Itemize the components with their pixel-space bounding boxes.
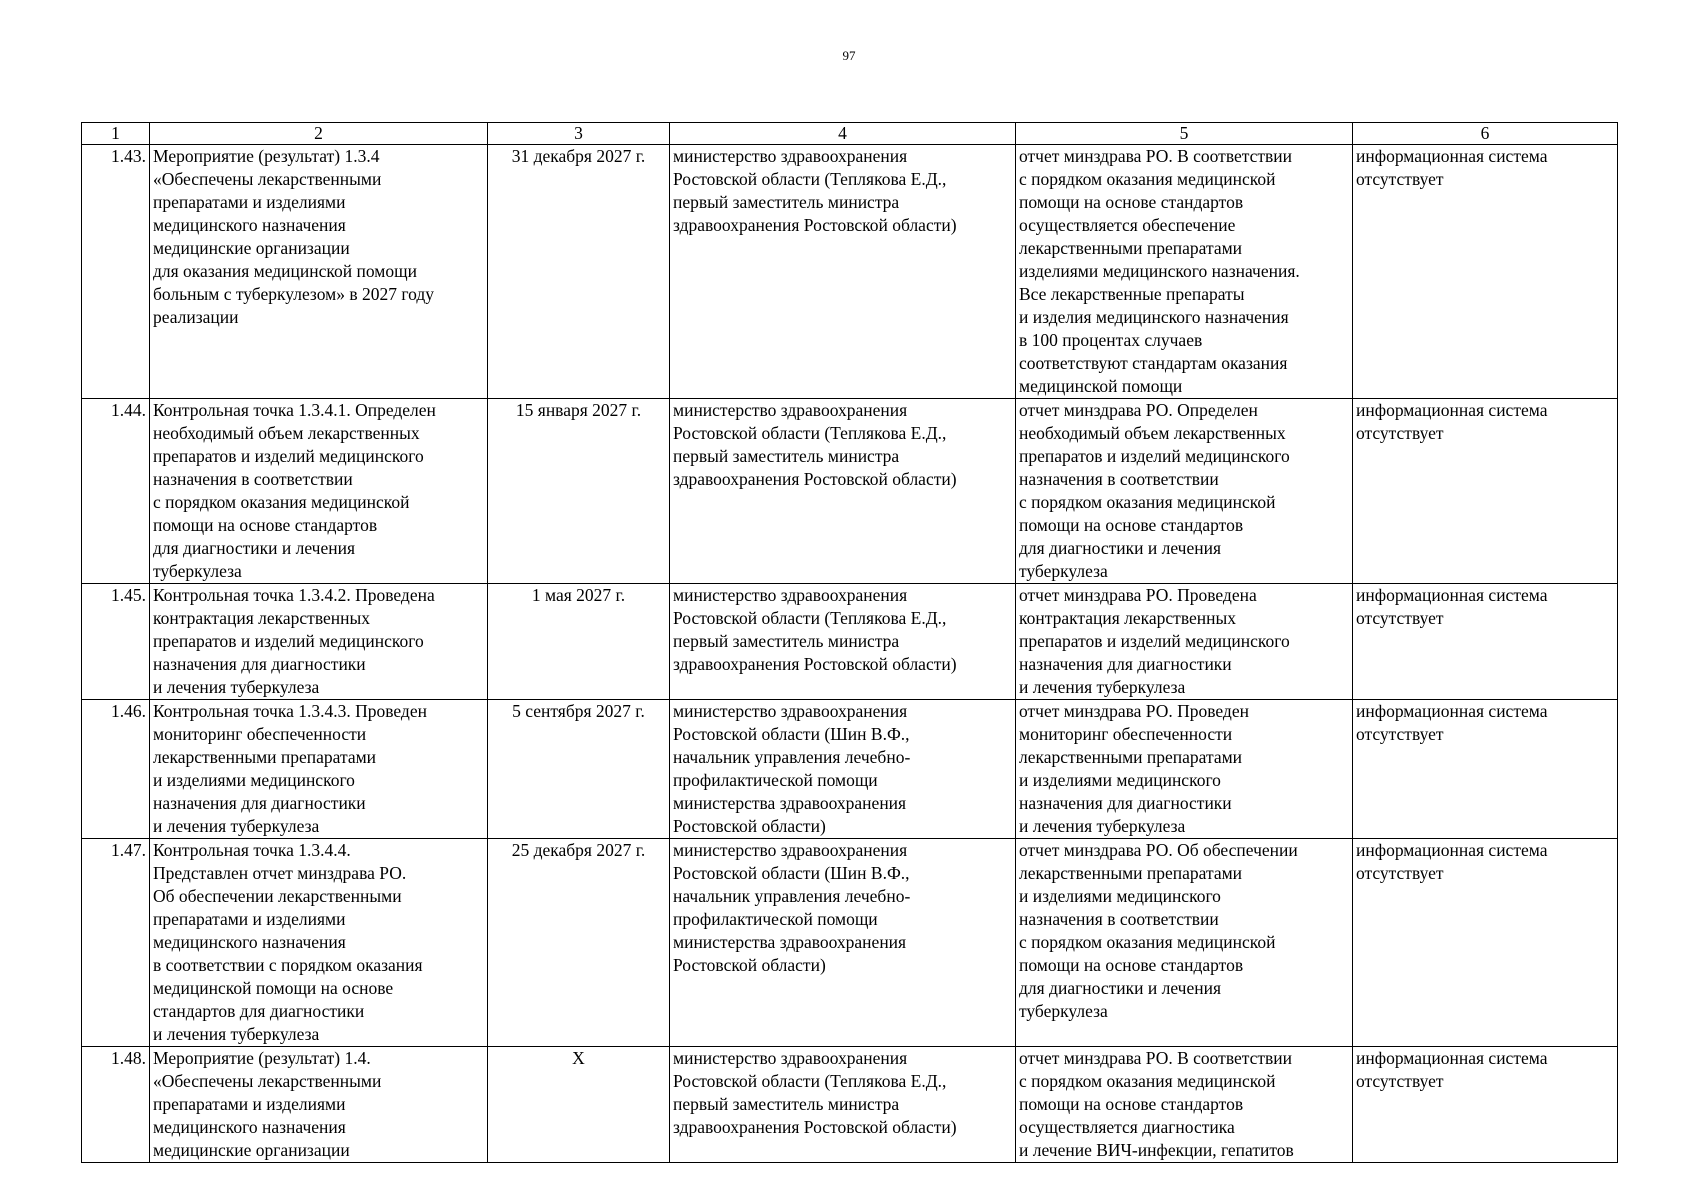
responsible-cell: [670, 399, 1016, 584]
cell-text-line: лекарственными препаратами: [153, 747, 377, 767]
event-cell: [150, 145, 488, 399]
info-system-cell: [1353, 839, 1618, 1047]
cell-text-line: назначения в соответствии: [1019, 469, 1219, 489]
cell-text-line: Представлен отчет минздрава РО.: [153, 863, 407, 883]
cell-text-line: для диагностики и лечения: [153, 538, 356, 558]
cell-text-line: назначения в соответствии: [153, 469, 353, 489]
cell-text-line: необходимый объем лекарственных: [153, 423, 420, 443]
cell-text-line: отсутствует: [1356, 423, 1444, 443]
cell-text-line: назначения для диагностики: [1019, 654, 1232, 674]
cell-text-line: здравоохранения Ростовской области): [673, 1117, 957, 1137]
cell-text-line: Ростовской области (Теплякова Е.Д.,: [673, 1071, 947, 1091]
cell-text-line: медицинского назначения: [153, 215, 346, 235]
cell-text-line: начальник управления лечебно-: [673, 886, 911, 906]
deadline-cell: 15 января 2027 г.: [488, 399, 670, 584]
cell-text-line: медицинской помощи: [1019, 376, 1183, 396]
cell-text-line: Ростовской области (Теплякова Е.Д.,: [673, 423, 947, 443]
table-row: [82, 700, 1618, 839]
cell-text-line: назначения в соответствии: [1019, 909, 1219, 929]
cell-text-line: информационная система: [1356, 840, 1548, 860]
event-cell: [150, 399, 488, 584]
cell-text-line: здравоохранения Ростовской области): [673, 469, 957, 489]
cell-text-line: отсутствует: [1356, 724, 1444, 744]
deadline-cell: 5 сентября 2027 г.: [488, 700, 670, 839]
info-system-cell: [1353, 399, 1618, 584]
cell-text-line: Ростовской области): [673, 955, 826, 975]
cell-text-line: отчет минздрава РО. В соответствии: [1019, 1048, 1293, 1068]
cell-text-line: осуществляется диагностика: [1019, 1117, 1235, 1137]
cell-text-line: Ростовской области (Теплякова Е.Д.,: [673, 608, 947, 628]
cell-text-line: туберкулеза: [1019, 561, 1108, 581]
cell-text-line: препаратами и изделиями: [153, 909, 346, 929]
cell-text-line: и изделиями медицинского: [153, 770, 355, 790]
cell-text-line: и изделиями медицинского: [1019, 770, 1221, 790]
row-number-cell: 1.47.: [82, 839, 150, 1047]
result-cell: [1016, 145, 1353, 399]
table-row: [82, 839, 1618, 1047]
cell-text-line: здравоохранения Ростовской области): [673, 654, 957, 674]
cell-text-line: отчет минздрава РО. Определен: [1019, 400, 1258, 420]
column-header: 1: [82, 123, 150, 145]
cell-text-line: и изделиями медицинского: [1019, 886, 1221, 906]
cell-text-line: стандартов для диагностики: [153, 1001, 365, 1021]
cell-text-line: Ростовской области (Шин В.Ф.,: [673, 863, 910, 883]
cell-text-line: с порядком оказания медицинской: [153, 492, 410, 512]
cell-text-line: с порядком оказания медицинской: [1019, 932, 1276, 952]
cell-text-line: медицинские организации: [153, 1140, 350, 1160]
result-cell: [1016, 700, 1353, 839]
info-system-cell: [1353, 145, 1618, 399]
result-cell: [1016, 584, 1353, 700]
cell-text-line: Ростовской области (Шин В.Ф.,: [673, 724, 910, 744]
cell-text-line: контрактация лекарственных: [1019, 608, 1236, 628]
cell-text-line: мониторинг обеспеченности: [1019, 724, 1233, 744]
cell-text-line: туберкулеза: [1019, 1001, 1108, 1021]
cell-text-line: лекарственными препаратами: [1019, 863, 1243, 883]
info-system-cell: [1353, 584, 1618, 700]
cell-text-line: назначения для диагностики: [153, 654, 366, 674]
cell-text-line: препаратами и изделиями: [153, 1094, 346, 1114]
cell-text-line: первый заместитель министра: [673, 631, 900, 651]
column-header: 3: [488, 123, 670, 145]
cell-text-line: медицинской помощи на основе: [153, 978, 394, 998]
table-row: [82, 584, 1618, 700]
cell-text-line: помощи на основе стандартов: [1019, 955, 1244, 975]
cell-text-line: Ростовской области (Теплякова Е.Д.,: [673, 169, 947, 189]
cell-text-line: первый заместитель министра: [673, 446, 900, 466]
cell-text-line: изделиями медицинского назначения.: [1019, 261, 1300, 281]
cell-text-line: Мероприятие (результат) 1.4.: [153, 1048, 371, 1068]
cell-text-line: в 100 процентах случаев: [1019, 330, 1203, 350]
table-row: [82, 1047, 1618, 1163]
cell-text-line: министерство здравоохранения: [673, 585, 908, 605]
cell-text-line: информационная система: [1356, 701, 1548, 721]
cell-text-line: первый заместитель министра: [673, 192, 900, 212]
deadline-cell: 25 декабря 2027 г.: [488, 839, 670, 1047]
cell-text-line: медицинского назначения: [153, 932, 346, 952]
cell-text-line: и лечения туберкулеза: [153, 816, 320, 836]
event-cell: [150, 584, 488, 700]
cell-text-line: здравоохранения Ростовской области): [673, 215, 957, 235]
cell-text-line: помощи на основе стандартов: [153, 515, 378, 535]
cell-text-line: осуществляется обеспечение: [1019, 215, 1236, 235]
cell-text-line: реализации: [153, 307, 239, 327]
column-header: 4: [670, 123, 1016, 145]
cell-text-line: помощи на основе стандартов: [1019, 1094, 1244, 1114]
cell-text-line: Мероприятие (результат) 1.3.4: [153, 146, 380, 166]
cell-text-line: министерство здравоохранения: [673, 840, 908, 860]
cell-text-line: контрактация лекарственных: [153, 608, 370, 628]
cell-text-line: Ростовской области): [673, 816, 826, 836]
cell-text-line: информационная система: [1356, 585, 1548, 605]
cell-text-line: отсутствует: [1356, 169, 1444, 189]
cell-text-line: отчет минздрава РО. В соответствии: [1019, 146, 1293, 166]
cell-text-line: министерство здравоохранения: [673, 1048, 908, 1068]
cell-text-line: начальник управления лечебно-: [673, 747, 911, 767]
cell-text-line: Контрольная точка 1.3.4.4.: [153, 840, 351, 860]
result-cell: [1016, 839, 1353, 1047]
cell-text-line: препаратов и изделий медицинского: [153, 631, 424, 651]
cell-text-line: необходимый объем лекарственных: [1019, 423, 1286, 443]
cell-text-line: с порядком оказания медицинской: [1019, 492, 1276, 512]
responsible-cell: [670, 145, 1016, 399]
plan-table: [81, 122, 1618, 1163]
cell-text-line: соответствуют стандартам оказания: [1019, 353, 1288, 373]
row-number-cell: 1.45.: [82, 584, 150, 700]
result-cell: [1016, 1047, 1353, 1163]
cell-text-line: Контрольная точка 1.3.4.3. Проведен: [153, 701, 427, 721]
cell-text-line: туберкулеза: [153, 561, 242, 581]
header-row: [82, 123, 1618, 145]
cell-text-line: в соответствии с порядком оказания: [153, 955, 423, 975]
deadline-cell: 31 декабря 2027 г.: [488, 145, 670, 399]
cell-text-line: для диагностики и лечения: [1019, 978, 1222, 998]
row-number-cell: 1.44.: [82, 399, 150, 584]
deadline-cell: X: [488, 1047, 670, 1163]
cell-text-line: и лечение ВИЧ-инфекции, гепатитов: [1019, 1140, 1294, 1160]
result-cell: [1016, 399, 1353, 584]
cell-text-line: Об обеспечении лекарственными: [153, 886, 402, 906]
column-header: 5: [1016, 123, 1353, 145]
cell-text-line: препаратов и изделий медицинского: [1019, 631, 1290, 651]
cell-text-line: отчет минздрава РО. Проведен: [1019, 701, 1249, 721]
cell-text-line: и лечения туберкулеза: [153, 677, 320, 697]
cell-text-line: министерства здравоохранения: [673, 793, 907, 813]
cell-text-line: и лечения туберкулеза: [1019, 677, 1186, 697]
cell-text-line: Все лекарственные препараты: [1019, 284, 1245, 304]
table-body: [82, 145, 1618, 1163]
deadline-cell: 1 мая 2027 г.: [488, 584, 670, 700]
cell-text-line: отчет минздрава РО. Проведена: [1019, 585, 1257, 605]
info-system-cell: [1353, 700, 1618, 839]
cell-text-line: лекарственными препаратами: [1019, 747, 1243, 767]
cell-text-line: с порядком оказания медицинской: [1019, 1071, 1276, 1091]
table-row: [82, 145, 1618, 399]
event-cell: [150, 1047, 488, 1163]
cell-text-line: министерство здравоохранения: [673, 400, 908, 420]
cell-text-line: профилактической помощи: [673, 909, 878, 929]
cell-text-line: помощи на основе стандартов: [1019, 515, 1244, 535]
cell-text-line: помощи на основе стандартов: [1019, 192, 1244, 212]
cell-text-line: назначения для диагностики: [1019, 793, 1232, 813]
cell-text-line: отсутствует: [1356, 863, 1444, 883]
event-cell: [150, 839, 488, 1047]
responsible-cell: [670, 839, 1016, 1047]
cell-text-line: и изделия медицинского назначения: [1019, 307, 1289, 327]
cell-text-line: «Обеспечены лекарственными: [153, 1071, 382, 1091]
cell-text-line: мониторинг обеспеченности: [153, 724, 367, 744]
cell-text-line: препаратов и изделий медицинского: [1019, 446, 1290, 466]
event-cell: [150, 700, 488, 839]
column-header: 6: [1353, 123, 1618, 145]
cell-text-line: министерство здравоохранения: [673, 701, 908, 721]
page-number: 97: [842, 48, 856, 63]
info-system-cell: [1353, 1047, 1618, 1163]
responsible-cell: [670, 584, 1016, 700]
cell-text-line: медицинского назначения: [153, 1117, 346, 1137]
cell-text-line: для диагностики и лечения: [1019, 538, 1222, 558]
cell-text-line: министерство здравоохранения: [673, 146, 908, 166]
cell-text-line: Контрольная точка 1.3.4.2. Проведена: [153, 585, 435, 605]
cell-text-line: назначения для диагностики: [153, 793, 366, 813]
cell-text-line: министерства здравоохранения: [673, 932, 907, 952]
cell-text-line: информационная система: [1356, 146, 1548, 166]
cell-text-line: лекарственными препаратами: [1019, 238, 1243, 258]
cell-text-line: медицинские организации: [153, 238, 350, 258]
table-row: [82, 399, 1618, 584]
cell-text-line: отсутствует: [1356, 608, 1444, 628]
cell-text-line: и лечения туберкулеза: [1019, 816, 1186, 836]
cell-text-line: больным с туберкулезом» в 2027 году: [153, 284, 435, 304]
cell-text-line: для оказания медицинской помощи: [153, 261, 417, 281]
row-number-cell: 1.48.: [82, 1047, 150, 1163]
cell-text-line: и лечения туберкулеза: [153, 1024, 320, 1044]
column-header: 2: [150, 123, 488, 145]
cell-text-line: профилактической помощи: [673, 770, 878, 790]
responsible-cell: [670, 1047, 1016, 1163]
row-number-cell: 1.46.: [82, 700, 150, 839]
cell-text-line: отсутствует: [1356, 1071, 1444, 1091]
cell-text-line: информационная система: [1356, 400, 1548, 420]
cell-text-line: «Обеспечены лекарственными: [153, 169, 382, 189]
responsible-cell: [670, 700, 1016, 839]
cell-text-line: препаратов и изделий медицинского: [153, 446, 424, 466]
cell-text-line: информационная система: [1356, 1048, 1548, 1068]
cell-text-line: первый заместитель министра: [673, 1094, 900, 1114]
cell-text-line: с порядком оказания медицинской: [1019, 169, 1276, 189]
row-number-cell: 1.43.: [82, 145, 150, 399]
cell-text-line: препаратами и изделиями: [153, 192, 346, 212]
cell-text-line: Контрольная точка 1.3.4.1. Определен: [153, 400, 436, 420]
cell-text-line: отчет минздрава РО. Об обеспечении: [1019, 840, 1298, 860]
